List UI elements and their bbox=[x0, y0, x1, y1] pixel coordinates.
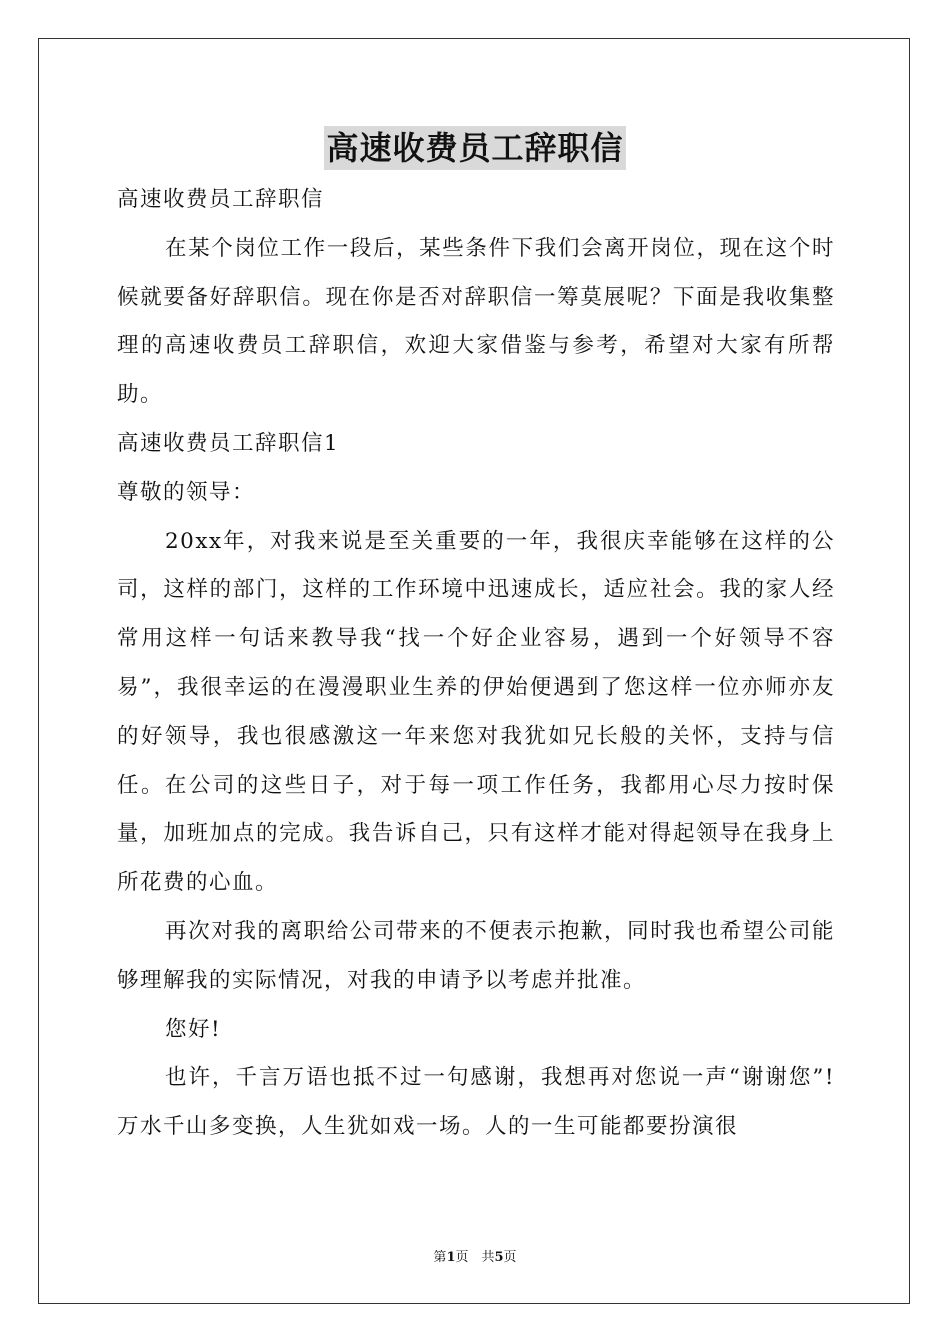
body-paragraph-3: 也许，千言万语也抵不过一句感谢，我想再对您说一声“谢谢您”!万水千山多变换，人生犹如戏一场。人的一生可能都要扮演很 bbox=[117, 1065, 835, 1140]
page-mid: 页 共 bbox=[455, 1250, 495, 1265]
page-current: 1 bbox=[446, 1250, 456, 1265]
document-subtitle: 高速收费员工辞职信 bbox=[117, 187, 325, 212]
section-heading: 高速收费员工辞职信1 bbox=[117, 430, 340, 456]
document-body bbox=[117, 176, 835, 1152]
greeting: 您好! bbox=[165, 1016, 222, 1042]
page-prefix: 第 bbox=[433, 1250, 447, 1265]
title-container bbox=[0, 126, 950, 170]
page-suffix: 页 bbox=[503, 1250, 517, 1265]
page-footer bbox=[0, 1246, 950, 1265]
body-paragraph-1: 20xx年，对我来说是至关重要的一年，我很庆幸能够在这样的公司，这样的部门，这样的工作环境中迅速成长，适应社会。我的家人经常用这样一句话来教导我“找一个好企业容易，遇到一个好领导不容易”，我很幸运的在漫漫职业生养的伊始便遇到了您这样一位亦师亦友的好领导，我也很感激这一年来您对我犹如兄长般的关怀，支持与信任。在公司的这些日子，对于每一项工作任务，我都用心尽力按时保量，加班加点的完成。我告诉自己，只有这样才能对得起领导在我身上所花费的心血。 bbox=[117, 528, 835, 896]
salutation: 尊敬的领导： bbox=[117, 479, 256, 505]
intro-paragraph: 在某个岗位工作一段后，某些条件下我们会离开岗位，现在这个时候就要备好辞职信。现在你是否对辞职信一筹莫展呢？下面是我收集整理的高速收费员工辞职信，欢迎大家借鉴与参考，希望对大家有所帮助。 bbox=[117, 235, 835, 408]
document-title: 高速收费员工辞职信 bbox=[324, 126, 625, 170]
body-paragraph-2: 再次对我的离职给公司带来的不便表示抱歉，同时我也希望公司能够理解我的实际情况，对我的申请予以考虑并批准。 bbox=[117, 918, 835, 993]
page-total: 5 bbox=[494, 1250, 504, 1265]
